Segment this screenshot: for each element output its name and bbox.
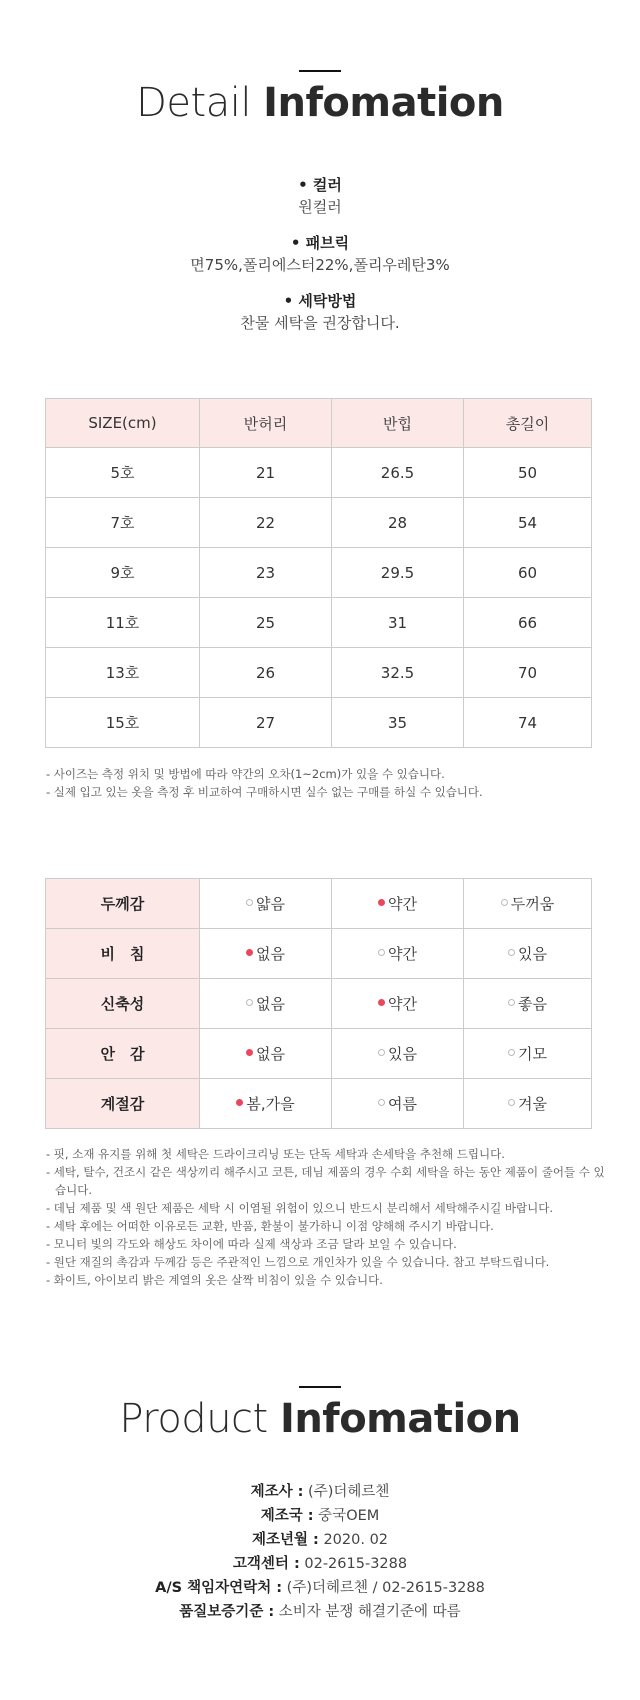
feel-option-text: 없음: [256, 945, 285, 963]
feel-option: [464, 1079, 592, 1129]
feel-option-text: 있음: [388, 1045, 417, 1063]
size-cell: 9호: [46, 548, 200, 598]
detail-item-label: • 패브릭: [290, 234, 350, 252]
size-header-cell: 총길이: [464, 399, 592, 448]
radio-empty-icon: [378, 1099, 385, 1106]
product-row-country: [0, 1504, 640, 1528]
feel-option-text: 얇음: [256, 895, 285, 913]
size-table-row: [46, 598, 592, 648]
feel-option: [200, 979, 332, 1029]
detail-item-label: • 컬러: [298, 176, 342, 194]
product-section-bar: [299, 1386, 341, 1388]
detail-section-bar: [299, 70, 341, 72]
feel-option-text: 없음: [256, 1045, 285, 1063]
product-row-customer-center: [0, 1552, 640, 1576]
feel-option-text: 두꺼움: [510, 895, 555, 913]
feel-row-lining: [46, 1029, 592, 1079]
size-cell: 25: [200, 598, 332, 648]
size-cell: 66: [464, 598, 592, 648]
detail-title-light: Detail: [136, 80, 251, 126]
feel-option: [332, 1029, 464, 1079]
size-cell: 23: [200, 548, 332, 598]
size-cell: 35: [332, 698, 464, 748]
feel-row-label: 안 감: [46, 1029, 200, 1079]
product-row-quality: [0, 1600, 640, 1624]
feel-option: [464, 1029, 592, 1079]
radio-empty-icon: [378, 949, 385, 956]
product-section-title: [0, 1396, 640, 1442]
feel-option: [464, 879, 592, 929]
product-row-key: 제조년월 :: [251, 1532, 319, 1548]
radio-empty-icon: [508, 1049, 515, 1056]
size-cell: 26.5: [332, 448, 464, 498]
care-note: - 데님 제품 및 색 원단 제품은 세탁 시 이염될 위험이 있으니 반드시 분리해서 세탁해주시길 바랍니다.: [46, 1201, 553, 1215]
care-note: - 핏, 소재 유지를 위해 첫 세탁은 드라이크리닝 또는 단독 세탁과 손세탁을 추천해 드립니다.: [46, 1147, 505, 1161]
product-row-date: [0, 1528, 640, 1552]
size-notes: [46, 765, 606, 801]
product-row-as-contact: [0, 1576, 640, 1600]
product-title-bold: Infomation: [279, 1396, 521, 1442]
size-cell: 11호: [46, 598, 200, 648]
size-cell: 70: [464, 648, 592, 698]
feel-row-label: 계절감: [46, 1079, 200, 1129]
feel-option: [200, 879, 332, 929]
size-cell: 32.5: [332, 648, 464, 698]
size-cell: 13호: [46, 648, 200, 698]
size-table: [45, 398, 592, 748]
feel-option-text: 봄,가을: [246, 1095, 295, 1113]
detail-section-title: [0, 80, 640, 126]
feel-option-text: 여름: [388, 1095, 417, 1113]
feel-option: [332, 1079, 464, 1129]
radio-selected-icon: [246, 1049, 253, 1056]
size-cell: 60: [464, 548, 592, 598]
size-cell: 28: [332, 498, 464, 548]
feel-table: [45, 878, 592, 1129]
product-row-value: 중국OEM: [313, 1508, 380, 1524]
feel-option-selected: [200, 929, 332, 979]
product-row-key: A/S 책임자연락처 :: [155, 1580, 283, 1596]
radio-selected-icon: [378, 899, 385, 906]
product-row-value: 2020. 02: [318, 1532, 389, 1548]
size-cell: 74: [464, 698, 592, 748]
size-table-row: [46, 448, 592, 498]
feel-option-text: 있음: [518, 945, 547, 963]
feel-row-thickness: [46, 879, 592, 929]
feel-row-label: 비 침: [46, 929, 200, 979]
size-cell: 22: [200, 498, 332, 548]
radio-empty-icon: [246, 999, 253, 1006]
size-cell: 15호: [46, 698, 200, 748]
size-table-row: [46, 698, 592, 748]
care-note: - 세탁 후에는 어떠한 이유로든 교환, 반품, 환불이 불가하니 이점 양해해 주시기 바랍니다.: [46, 1219, 494, 1233]
size-table-header-row: [46, 399, 592, 448]
feel-option-text: 기모: [518, 1045, 547, 1063]
feel-option-text: 약간: [388, 995, 417, 1013]
size-header-cell: 반힙: [332, 399, 464, 448]
size-cell: 7호: [46, 498, 200, 548]
size-cell: 21: [200, 448, 332, 498]
feel-option: [464, 979, 592, 1029]
feel-option-selected: [200, 1079, 332, 1129]
product-row-value: (주)더헤르첸: [303, 1484, 390, 1500]
size-table-row: [46, 648, 592, 698]
radio-selected-icon: [246, 949, 253, 956]
feel-option: [332, 929, 464, 979]
feel-row-stretch: [46, 979, 592, 1029]
feel-option-selected: [200, 1029, 332, 1079]
care-note: - 화이트, 아이보리 밝은 계열의 옷은 살짝 비침이 있을 수 있습니다.: [46, 1273, 383, 1287]
detail-info-list: [0, 174, 640, 334]
detail-item-washing: [0, 290, 640, 334]
radio-empty-icon: [246, 899, 253, 906]
size-table-row: [46, 498, 592, 548]
product-info-list: [0, 1480, 640, 1624]
size-header-cell: 반허리: [200, 399, 332, 448]
feel-row-season: [46, 1079, 592, 1129]
product-row-manufacturer: [0, 1480, 640, 1504]
size-cell: 26: [200, 648, 332, 698]
care-note: - 세탁, 탈수, 건조시 같은 색상끼리 해주시고 코튼, 데님 제품의 경우 수회 세탁을 하는 동안 제품이 줄어들 수 있습니다.: [46, 1165, 605, 1197]
feel-option-text: 겨울: [518, 1095, 547, 1113]
size-table-row: [46, 548, 592, 598]
product-row-key: 제조사 :: [250, 1484, 304, 1500]
feel-option-text: 약간: [388, 945, 417, 963]
size-cell: 27: [200, 698, 332, 748]
feel-row-label: 두께감: [46, 879, 200, 929]
feel-option-text: 없음: [256, 995, 285, 1013]
feel-option-selected: [332, 879, 464, 929]
product-row-key: 제조국 :: [260, 1508, 314, 1524]
feel-option-selected: [332, 979, 464, 1029]
radio-empty-icon: [508, 1099, 515, 1106]
detail-item-color: [0, 174, 640, 218]
radio-selected-icon: [236, 1099, 243, 1106]
product-row-value: 02-2615-3288: [299, 1556, 408, 1572]
radio-selected-icon: [378, 999, 385, 1006]
size-note: - 사이즈는 측정 위치 및 방법에 따라 약간의 오차(1~2cm)가 있을 수 있습니다.: [46, 767, 445, 781]
feel-row-sheerness: [46, 929, 592, 979]
feel-option-text: 약간: [388, 895, 417, 913]
product-row-value: 소비자 분쟁 해결기준에 따름: [274, 1604, 461, 1620]
product-row-key: 품질보증기준 :: [179, 1604, 275, 1620]
feel-option-text: 좋음: [518, 995, 547, 1013]
radio-empty-icon: [508, 949, 515, 956]
product-title-light: Product: [119, 1396, 268, 1442]
detail-item-value: 면75%,폴리에스터22%,폴리우레탄3%: [190, 256, 450, 274]
detail-item-value: 원컬러: [298, 198, 342, 216]
detail-title-bold: Infomation: [263, 80, 504, 126]
care-note: - 원단 재질의 촉감과 두께감 등은 주관적인 느낌으로 개인차가 있을 수 있습니다. 참고 부탁드립니다.: [46, 1255, 550, 1269]
feel-row-label: 신축성: [46, 979, 200, 1029]
feel-option: [464, 929, 592, 979]
care-notes: [46, 1145, 606, 1289]
size-header-cell: SIZE(cm): [46, 399, 200, 448]
detail-item-fabric: [0, 232, 640, 276]
radio-empty-icon: [508, 999, 515, 1006]
radio-empty-icon: [501, 899, 508, 906]
size-cell: 50: [464, 448, 592, 498]
size-note: - 실제 입고 있는 옷을 측정 후 비교하여 구매하시면 실수 없는 구매를 하실 수 있습니다.: [46, 785, 483, 799]
detail-item-value: 찬물 세탁을 권장합니다.: [240, 314, 400, 332]
product-row-value: (주)더헤르첸 / 02-2615-3288: [282, 1580, 485, 1596]
size-cell: 29.5: [332, 548, 464, 598]
product-row-key: 고객센터 :: [232, 1556, 300, 1572]
radio-empty-icon: [378, 1049, 385, 1056]
care-note: - 모니터 빛의 각도와 해상도 차이에 따라 실제 색상과 조금 달라 보일 수 있습니다.: [46, 1237, 457, 1251]
detail-item-label: • 세탁방법: [283, 292, 357, 310]
size-cell: 31: [332, 598, 464, 648]
size-cell: 54: [464, 498, 592, 548]
size-cell: 5호: [46, 448, 200, 498]
